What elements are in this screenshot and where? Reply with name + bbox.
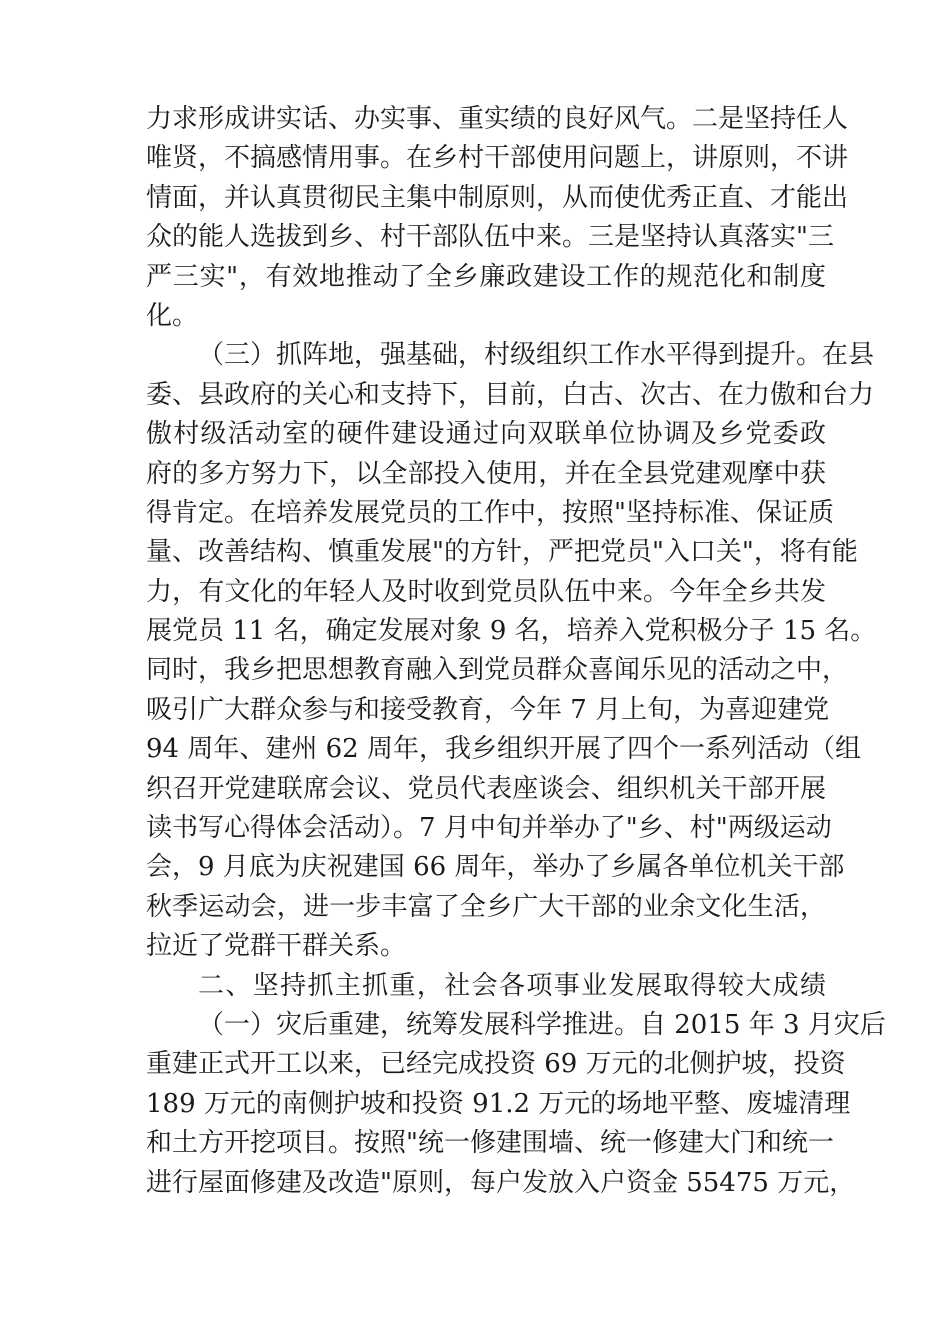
text-line: （三）抓阵地，强基础，村级组织工作水平得到提升。在县: [198, 340, 875, 371]
text-line: 吸引广大群众参与和接受教育，今年 7 月上旬，为喜迎建党: [146, 694, 830, 725]
text-line: 力，有文化的年轻人及时收到党员队伍中来。今年全乡共发: [146, 576, 826, 607]
text-line: 傲村级活动室的硬件建设通过向双联单位协调及乡党委政: [146, 419, 826, 450]
body-text: [146, 100, 886, 1203]
text-line: 情面，并认真贯彻民主集中制原则，从而使优秀正直、才能出: [146, 182, 849, 213]
text-line: 189 万元的南侧护坡和投资 91.2 万元的场地平整、废墟清理: [146, 1088, 851, 1119]
text-line: 秋季运动会，进一步丰富了全乡广大干部的业余文化生活，: [146, 891, 826, 922]
text-line: 得肯定。在培养发展党员的工作中，按照"坚持标准、保证质: [146, 497, 834, 528]
text-line: 会，9 月底为庆祝建国 66 周年，举办了乡属各单位机关干部: [146, 852, 845, 883]
text-line: 化。: [146, 300, 199, 331]
text-line: （一）灾后重建，统筹发展科学推进。自 2015 年 3 月灾后: [198, 1009, 886, 1040]
text-line: 重建正式开工以来，已经完成投资 69 万元的北侧护坡，投资: [146, 1049, 846, 1080]
text-line: 拉近了党群干群关系。: [146, 931, 407, 962]
text-line: 众的能人选拔到乡、村干部队伍中来。三是坚持认真落实"三: [146, 222, 834, 253]
text-line: 同时，我乡把思想教育融入到党员群众喜闻乐见的活动之中，: [146, 655, 849, 686]
text-line: 委、县政府的关心和支持下，目前，白古、次古、在力傲和台力: [146, 379, 875, 410]
text-line: 二、坚持抓主抓重，社会各项事业发展取得较大成绩: [198, 970, 826, 1001]
text-line: 展党员 11 名，确定发展对象 9 名，培养入党积极分子 15 名。: [146, 616, 877, 647]
text-line: 织召开党建联席会议、党员代表座谈会、组织机关干部开展: [146, 773, 826, 804]
text-line: 量、改善结构、慎重发展"的方针，严把党员"入口关"，将有能: [146, 537, 858, 568]
text-line: 进行屋面修建及改造"原则，每户发放入户资金 55475 万元，: [146, 1167, 856, 1198]
text-line: 严三实"，有效地推动了全乡廉政建设工作的规范化和制度: [146, 261, 826, 292]
text-line: 读书写心得体会活动）。7 月中旬并举办了"乡、村"两级运动: [146, 813, 832, 844]
text-line: 唯贤，不搞感情用事。在乡村干部使用问题上，讲原则，不讲: [146, 143, 849, 174]
text-line: 和土方开挖项目。按照"统一修建围墙、统一修建大门和统一: [146, 1128, 834, 1159]
text-line: 94 周年、建州 62 周年，我乡组织开展了四个一系列活动（组: [146, 734, 861, 765]
text-line: 力求形成讲实话、办实事、重实绩的良好风气。二是坚持任人: [146, 104, 849, 134]
text-line: 府的多方努力下，以全部投入使用，并在全县党建观摩中获: [146, 458, 826, 489]
